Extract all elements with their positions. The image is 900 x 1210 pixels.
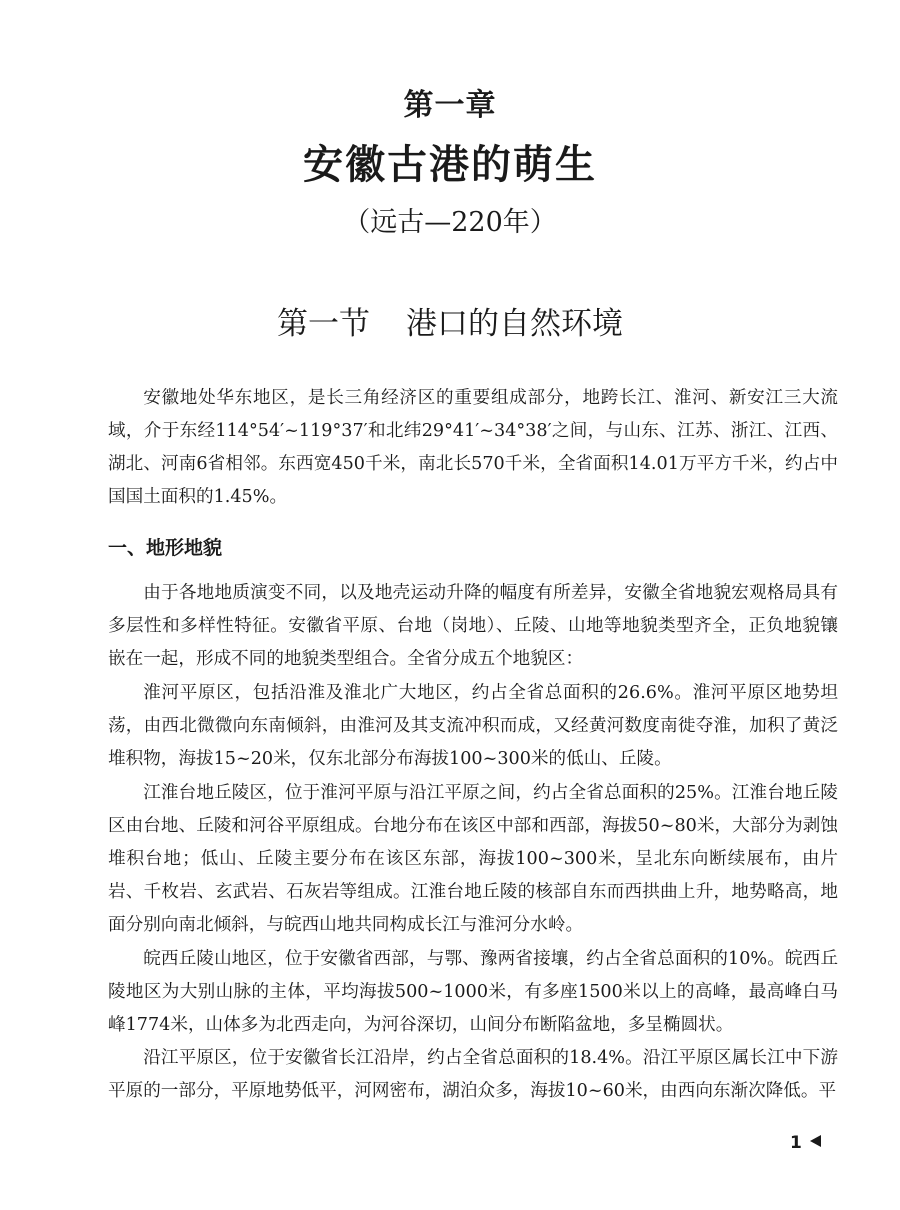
paragraph-wanxi-mountains: 皖西丘陵山地区，位于安徽省西部，与鄂、豫两省接壤，约占全省总面积的10%。皖西丘陵地区为大别山脉的主体，平均海拔500~1000米，有多座1500米以上的高峰，最高峰白马峰1774米，山体多为北西走向，为河谷深切，山间分布断陷盆地，多呈椭圆状。 [108, 949, 838, 1035]
triangle-left-icon [810, 1135, 821, 1147]
section-title: 港口的自然环境 [406, 306, 623, 342]
paragraph-intro: 安徽地处华东地区，是长三角经济区的重要组成部分，地跨长江、淮河、新安江三大流域，介于东经114°54′~119°37′和北纬29°41′~34°38′之间，与山东、江苏、浙江、江西、湖北、河南6省相邻。东西宽450千米，南北长570千米，全省面积14.01万平方千米，约占中国国土面积的1.45%。 [108, 388, 838, 507]
paragraph-yanjiang-plain: 沿江平原区，位于安徽省长江沿岸，约占全省总面积的18.4%。沿江平原区属长江中下游平原的一部分，平原地势低平，河网密布，湖泊众多，海拔10~60米，由西向东渐次降低。平 [108, 1048, 838, 1101]
subsection-heading: 一、地形地貌 [108, 537, 223, 559]
page-number [790, 1133, 821, 1153]
chapter-period: （远古—220年） [343, 207, 557, 238]
paragraph-terrain-intro: 由于各地地质演变不同，以及地壳运动升降的幅度有所差异，安徽全省地貌宏观格局具有多层性和多样性特征。安徽省平原、台地（岗地）、丘陵、山地等地貌类型齐全，正负地貌镶嵌在一起，形成不同的地貌类型组合。全省分成五个地貌区： [108, 583, 838, 669]
chapter-title: 安徽古港的萌生 [303, 142, 597, 188]
paragraph-huaihe-plain: 淮河平原区，包括沿淮及淮北广大地区，约占全省总面积的26.6%。淮河平原区地势坦荡，由西北微微向东南倾斜，由淮河及其支流冲积而成，又经黄河数度南徙夺淮，加积了黄泛堆积物，海拔15~20米，仅东北部分布海拔100~300米的低山、丘陵。 [108, 683, 838, 769]
page-number-value: 1 [790, 1133, 802, 1153]
section-label: 第一节 [277, 306, 370, 342]
chapter-number: 第一章 [403, 88, 497, 123]
section-heading [0, 298, 900, 343]
paragraph-jianghuai-hills: 江淮台地丘陵区，位于淮河平原与沿江平原之间，约占全省总面积的25%。江淮台地丘陵区由台地、丘陵和河谷平原组成。台地分布在该区中部和西部，海拔50~80米，大部分为剥蚀堆积台地；低山、丘陵主要分布在该区东部，海拔100~300米，呈北东向断续展布，由片岩、千枚岩、玄武岩、石灰岩等组成。江淮台地丘陵的核部自东而西拱曲上升，地势略高，地面分别向南北倾斜，与皖西山地共同构成长江与淮河分水岭。 [108, 783, 838, 935]
